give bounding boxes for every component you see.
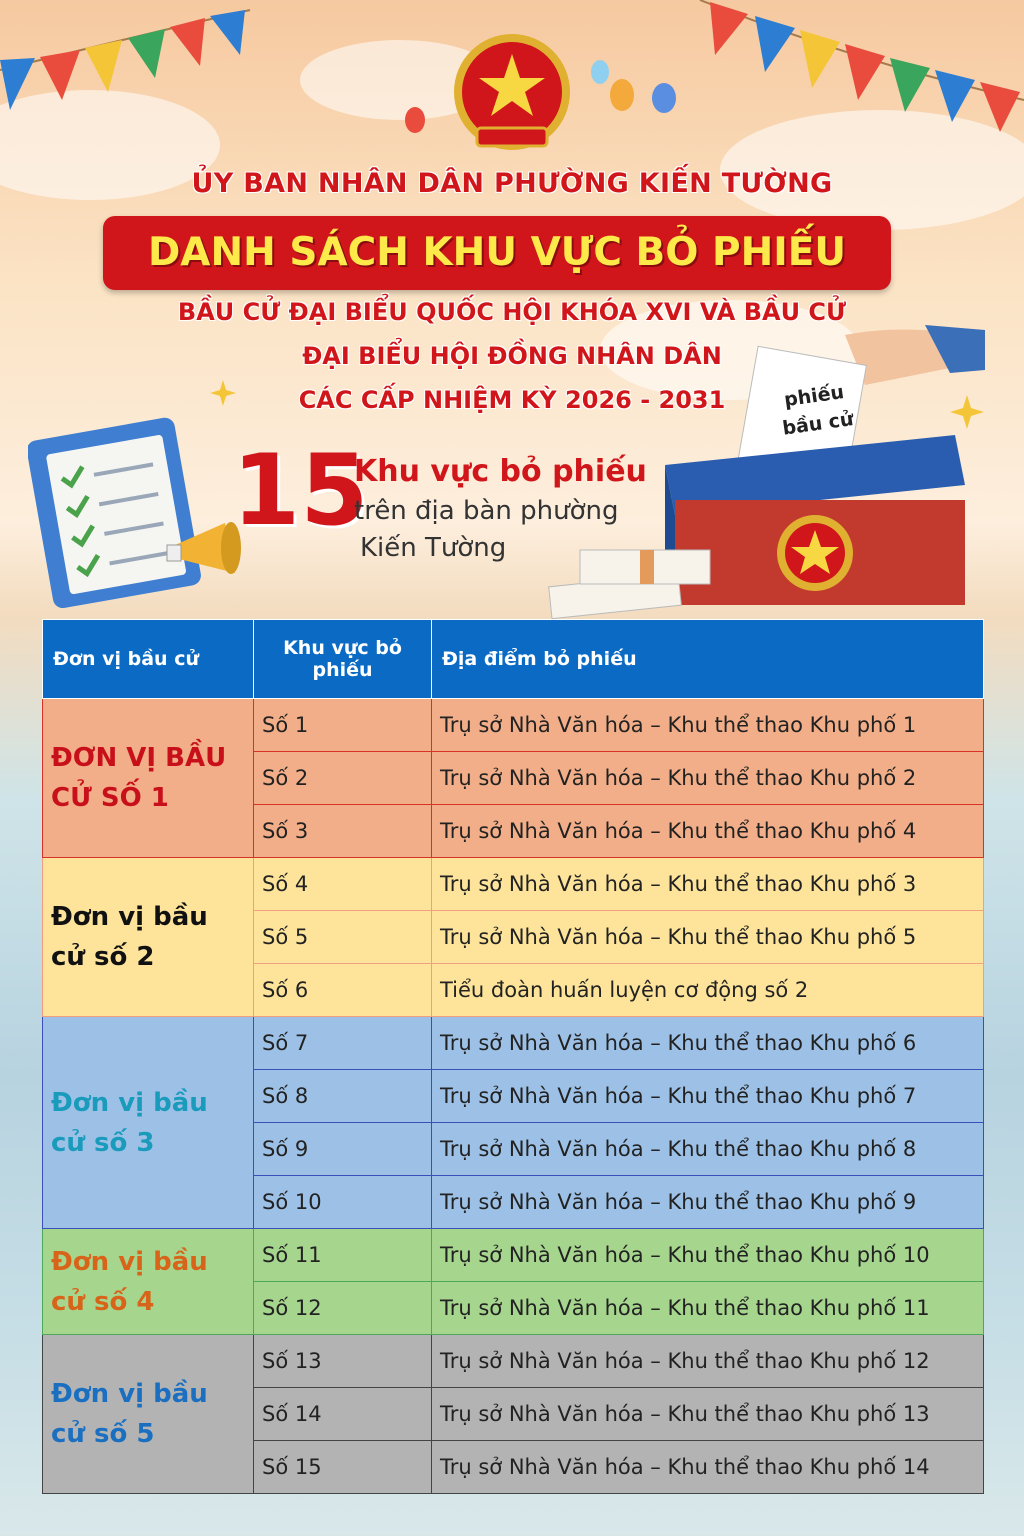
subtitle-line: BẦU CỬ ĐẠI BIỂU QUỐC HỘI KHÓA XVI VÀ BẦU CỬ	[177, 298, 847, 326]
polling-area-cell: Số 3	[254, 805, 432, 858]
table-row	[43, 1017, 984, 1070]
column-header-location: Địa điểm bỏ phiếu	[432, 620, 984, 699]
electoral-unit-cell: Đơn vị bầu cử số 2	[43, 858, 254, 1017]
table-row	[43, 1229, 984, 1282]
polling-location-cell: Trụ sở Nhà Văn hóa – Khu thể thao Khu phố 1	[432, 699, 984, 752]
polling-location-cell: Trụ sở Nhà Văn hóa – Khu thể thao Khu phố 14	[432, 1441, 984, 1494]
table-header-row	[43, 620, 984, 699]
ballot-paper-text: bầu cử	[781, 408, 855, 440]
polling-area-cell: Số 13	[254, 1335, 432, 1388]
polling-location-cell: Trụ sở Nhà Văn hóa – Khu thể thao Khu phố 9	[432, 1176, 984, 1229]
electoral-unit-cell: ĐƠN VỊ BẦU CỬ SỐ 1	[43, 699, 254, 858]
polling-area-cell: Số 14	[254, 1388, 432, 1441]
polling-location-cell: Trụ sở Nhà Văn hóa – Khu thể thao Khu phố 13	[432, 1388, 984, 1441]
polling-area-cell: Số 6	[254, 964, 432, 1017]
electoral-unit-cell: Đơn vị bầu cử số 5	[43, 1335, 254, 1494]
polling-location-cell: Trụ sở Nhà Văn hóa – Khu thể thao Khu phố 10	[432, 1229, 984, 1282]
summary-main-label: Khu vực bỏ phiếu	[354, 454, 647, 489]
organization-title: ỦY BAN NHÂN DÂN PHƯỜNG KIẾN TƯỜNG	[191, 168, 833, 199]
polling-location-cell: Trụ sở Nhà Văn hóa – Khu thể thao Khu phố 5	[432, 911, 984, 964]
polling-location-cell: Trụ sở Nhà Văn hóa – Khu thể thao Khu phố 12	[432, 1335, 984, 1388]
ballot-paper-text: phiếu	[782, 381, 846, 412]
polling-areas-table	[42, 619, 983, 1499]
polling-area-count: 15	[232, 434, 369, 548]
polling-area-cell: Số 9	[254, 1123, 432, 1176]
electoral-unit-cell: Đơn vị bầu cử số 4	[43, 1229, 254, 1335]
polling-area-cell: Số 8	[254, 1070, 432, 1123]
polling-location-cell: Trụ sở Nhà Văn hóa – Khu thể thao Khu phố 2	[432, 752, 984, 805]
page-title: DANH SÁCH KHU VỰC BỎ PHIẾU	[147, 230, 847, 275]
polling-location-cell: Trụ sở Nhà Văn hóa – Khu thể thao Khu phố 11	[432, 1282, 984, 1335]
polling-location-cell: Tiểu đoàn huấn luyện cơ động số 2	[432, 964, 984, 1017]
summary-sub-label: trên địa bàn phường	[354, 496, 619, 526]
polling-area-cell: Số 15	[254, 1441, 432, 1494]
sparkle-icon	[950, 395, 984, 429]
paper-stack-icon	[540, 540, 730, 620]
polling-area-cell: Số 4	[254, 858, 432, 911]
subtitle-line: ĐẠI BIỂU HỘI ĐỒNG NHÂN DÂN	[302, 342, 722, 370]
ballot-paper	[772, 377, 859, 444]
polling-location-cell: Trụ sở Nhà Văn hóa – Khu thể thao Khu phố 7	[432, 1070, 984, 1123]
subtitle-line: CÁC CẤP NHIỆM KỲ 2026 - 2031	[298, 386, 726, 414]
column-header-unit: Đơn vị bầu cử	[43, 620, 254, 699]
polling-area-cell: Số 1	[254, 699, 432, 752]
electoral-unit-cell: Đơn vị bầu cử số 3	[43, 1017, 254, 1229]
sparkle-icon	[210, 380, 236, 406]
table-row	[43, 1335, 984, 1388]
polling-location-cell: Trụ sở Nhà Văn hóa – Khu thể thao Khu phố 4	[432, 805, 984, 858]
table-row	[43, 699, 984, 752]
polling-location-cell: Trụ sở Nhà Văn hóa – Khu thể thao Khu phố 8	[432, 1123, 984, 1176]
column-header-area: Khu vực bỏ phiếu	[254, 620, 432, 699]
polling-area-cell: Số 11	[254, 1229, 432, 1282]
polling-area-cell: Số 2	[254, 752, 432, 805]
polling-area-cell: Số 7	[254, 1017, 432, 1070]
polling-area-cell: Số 10	[254, 1176, 432, 1229]
polling-area-cell: Số 12	[254, 1282, 432, 1335]
polling-area-cell: Số 5	[254, 911, 432, 964]
table-row	[43, 858, 984, 911]
national-emblem-icon	[447, 30, 577, 160]
polling-location-cell: Trụ sở Nhà Văn hóa – Khu thể thao Khu phố 3	[432, 858, 984, 911]
polling-location-cell: Trụ sở Nhà Văn hóa – Khu thể thao Khu phố 6	[432, 1017, 984, 1070]
summary-sub-label: Kiến Tường	[360, 533, 507, 563]
